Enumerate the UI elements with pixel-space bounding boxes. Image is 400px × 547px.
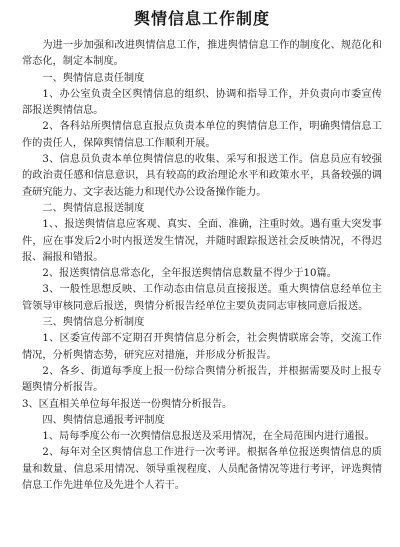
section-paragraph: 2、各科站所舆情信息直报点负责本单位的舆情信息工作，明确舆情信息工作的责任人，保障舆情信息工作顺利开展。 xyxy=(22,121,382,149)
document-body xyxy=(22,38,382,494)
section-paragraph: 2、各乡、街道每季度上报一份综合舆情分析报告，并根据需要及时上报专题舆情分析报告。 xyxy=(22,365,382,394)
document-title: 舆情信息工作制度 xyxy=(133,9,270,28)
section-paragraph: 2、报送舆情信息常态化，全年报送舆情信息数量不得少于10篇。 xyxy=(42,268,337,280)
section-paragraph: 1、、报送舆情信息应客观、真实、全面、准确，注重时效。遇有重大突发事件，应在事发后2小时内报送发生情况，并随时跟踪报送社会反映情况，不得迟报、漏报和错报。 xyxy=(22,219,382,263)
section-paragraph: 2、每年对全区舆情信息工作进行一次考评。根据各单位报送舆情信息的质量和数量、信息采用情况、领导重视程度、人员配备情况等进行考评，评选舆情信息工作先进单位及先进个人若干。 xyxy=(22,447,382,492)
intro-paragraph: 为进一步加强和改进舆情信息工作，推进舆情信息工作的制度化、规范化和常态化，制定本制度。 xyxy=(22,40,382,68)
section-heading: 四、舆情信息通报考评制度 xyxy=(42,414,165,426)
section-heading: 三、舆情信息分析制度 xyxy=(42,317,145,329)
section-heading: 一、舆情信息责任制度 xyxy=(42,72,145,84)
section-heading: 二、舆情信息报送制度 xyxy=(42,202,145,214)
section-paragraph: 1、局每季度公布一次舆情信息报送及采用情况，在全局范围内进行通报。 xyxy=(42,431,375,443)
section-paragraph: 3、信息员负责本单位舆情信息的收集、采写和报送工作。信息员应有较强的政治责任感和信息意识，具有较高的政治理论水平和政策水平，具备较强的调查研究能力、文字表达能力和现代办公设备操作能力。 xyxy=(22,154,382,198)
section-paragraph: 1、办公室负责全区舆情信息的组织、协调和指导工作，并负责向市委宣传部报送舆情信息。 xyxy=(22,88,382,117)
section-paragraph: 3、区直相关单位每年报送一份舆情分析报告。 xyxy=(22,398,233,410)
section-paragraph: 3、一般性思想反映、工作动态由信息员直接报送。重大舆情信息经单位主管领导审核同意后报送，舆情分析报告经单位主要负责同志审核同意后报送。 xyxy=(22,284,382,312)
section-paragraph: 1、区委宣传部不定期召开舆情信息分析会，社会舆情联席会等，交流工作情况，分析舆情态势，研究应对措施，并形成分析报告。 xyxy=(22,333,382,361)
